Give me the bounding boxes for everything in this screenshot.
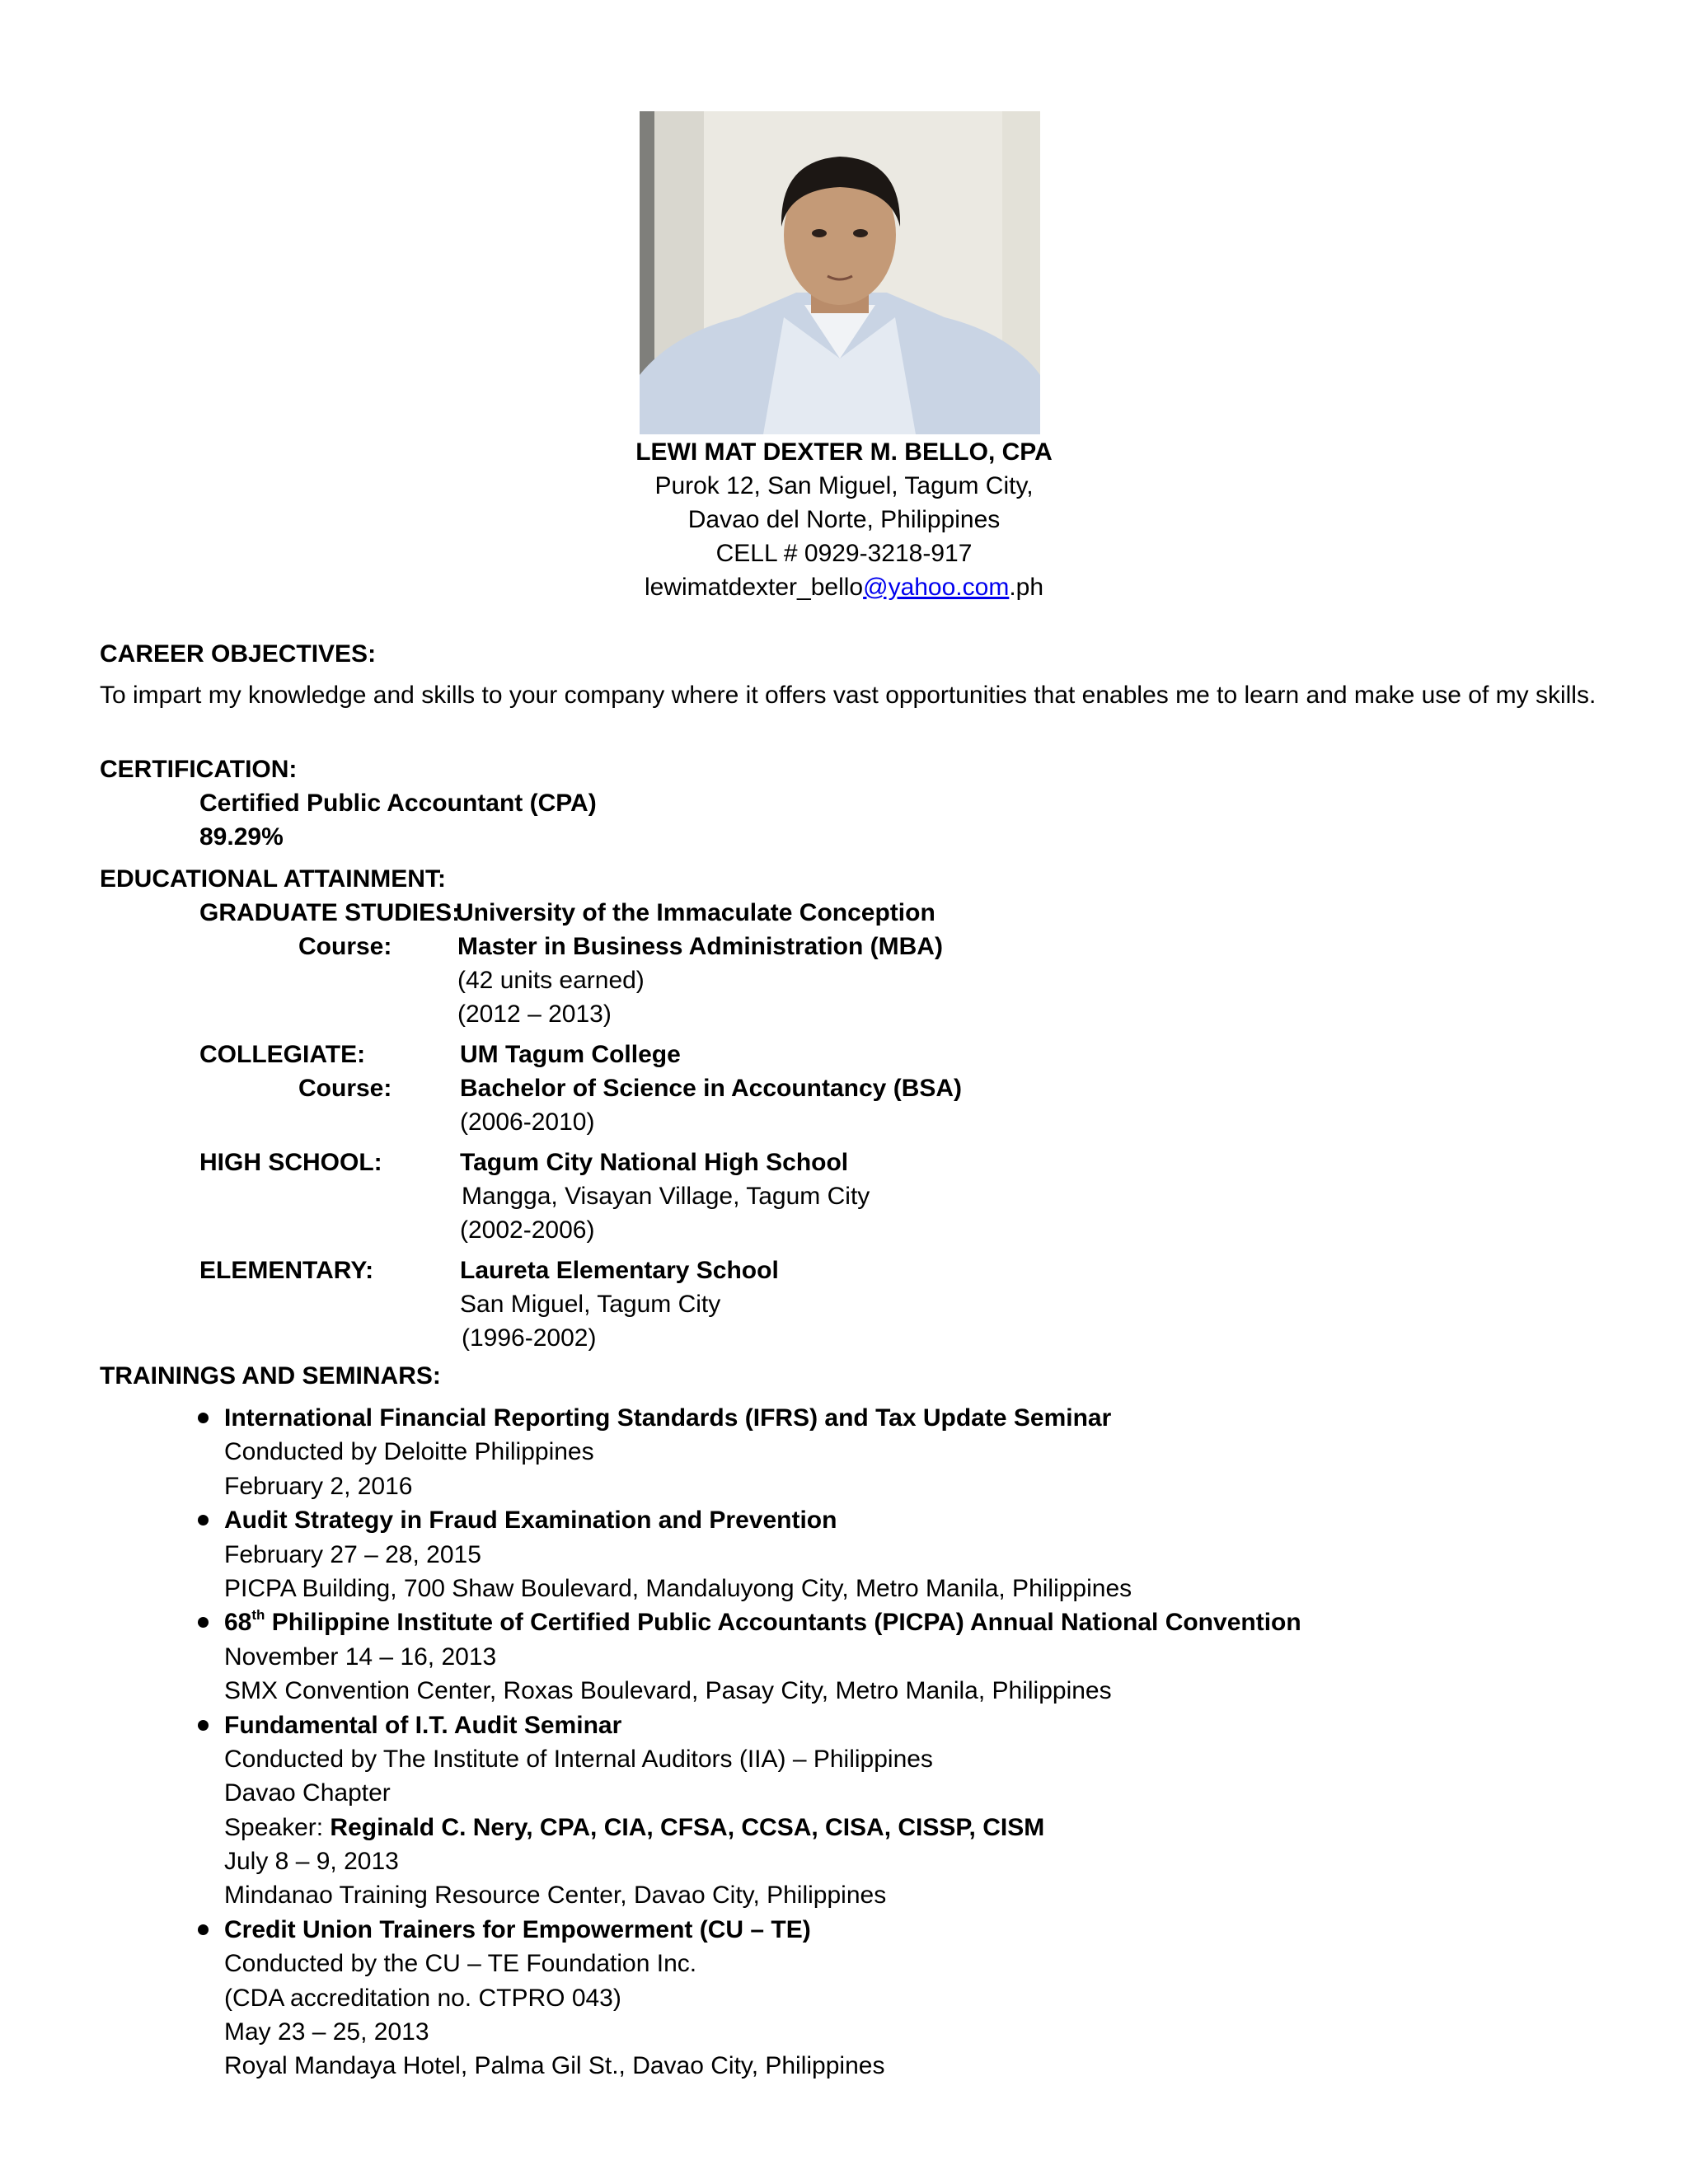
bullet-icon (198, 1515, 209, 1526)
ordinal-number: 68 (224, 1609, 252, 1637)
high-school-years: (2002-2006) (460, 1216, 595, 1244)
ordinal-suffix: th (251, 1607, 265, 1624)
bullet-icon (198, 1720, 209, 1731)
training-detail: Conducted by the CU – TE Foundation Inc. (224, 1950, 697, 1978)
training-detail: Conducted by Deloitte Philippines (224, 1438, 594, 1466)
elementary-school-name: Laureta Elementary School (460, 1257, 779, 1284)
high-school-name: Tagum City National High School (460, 1149, 849, 1176)
training-speaker (224, 1811, 1301, 1844)
collegiate-school: UM Tagum College (460, 1041, 681, 1068)
training-title: International Financial Reporting Standards (IFRS) and Tax Update Seminar (224, 1404, 1112, 1432)
graduate-units: (42 units earned) (457, 967, 645, 994)
email-prefix: lewimatdexter_bello (644, 574, 864, 601)
training-title: Fundamental of I.T. Audit Seminar (224, 1711, 622, 1739)
certification-rating: 89.29% (199, 823, 284, 851)
graduate-school: University of the Immaculate Conception (456, 899, 935, 926)
training-detail: Conducted by The Institute of Internal Auditors (IIA) – Philippines (224, 1745, 933, 1773)
contact-header (0, 435, 1688, 604)
training-detail: (CDA accreditation no. CTPRO 043) (224, 1984, 621, 2012)
training-item (195, 1503, 1301, 1605)
elementary-years: (1996-2002) (462, 1324, 597, 1352)
education-heading: EDUCATIONAL ATTAINMENT: (100, 865, 446, 893)
training-title (224, 1605, 1301, 1639)
collegiate-label: COLLEGIATE: (199, 1041, 366, 1068)
graduate-label: GRADUATE STUDIES: (199, 899, 461, 926)
training-item (195, 1605, 1301, 1708)
profile-photo (640, 111, 1040, 434)
bullet-icon (198, 1924, 209, 1935)
certification-heading: CERTIFICATION: (100, 756, 298, 783)
training-item (195, 1913, 1301, 2083)
collegiate-years: (2006-2010) (460, 1108, 595, 1136)
training-detail: February 2, 2016 (224, 1472, 413, 1500)
elementary-label: ELEMENTARY: (199, 1257, 374, 1284)
training-title-text: Philippine Institute of Certified Public Accountants (PICPA) Annual National Convention (271, 1609, 1301, 1637)
email-suffix: .ph (1009, 574, 1044, 601)
collegiate-course: Bachelor of Science in Accountancy (BSA) (460, 1075, 963, 1102)
high-school-address: Mangga, Visayan Village, Tagum City (462, 1183, 870, 1210)
training-item (195, 1708, 1301, 1913)
certification-block (199, 786, 597, 854)
training-detail: November 14 – 16, 2013 (224, 1643, 497, 1671)
training-detail: Royal Mandaya Hotel, Palma Gil St., Davao City, Philippines (224, 2052, 885, 2080)
address-line-2: Davao del Norte, Philippines (687, 506, 1001, 533)
speaker-name: Reginald C. Nery, CPA, CIA, CFSA, CCSA, CISA, CISSP, CISM (330, 1813, 1045, 1841)
training-detail: SMX Convention Center, Roxas Boulevard, Pasay City, Metro Manila, Philippines (224, 1677, 1112, 1705)
training-item (195, 1401, 1301, 1503)
bullet-icon (198, 1617, 209, 1628)
training-title: Credit Union Trainers for Empowerment (CU – TE) (224, 1915, 811, 1943)
training-detail: Mindanao Training Resource Center, Davao City, Philippines (224, 1882, 887, 1910)
training-detail: February 27 – 28, 2015 (224, 1540, 481, 1568)
training-detail: Davao Chapter (224, 1779, 391, 1807)
training-title: Audit Strategy in Fraud Examination and Prevention (224, 1507, 837, 1535)
certification-name: Certified Public Accountant (CPA) (199, 790, 597, 817)
candidate-name: LEWI MAT DEXTER M. BELLO, CPA (635, 438, 1053, 466)
email-address (0, 570, 1688, 604)
address-line-1: Purok 12, San Miguel, Tagum City, (654, 472, 1034, 499)
career-objectives-heading: CAREER OBJECTIVES: (100, 640, 377, 668)
training-detail: PICPA Building, 700 Shaw Boulevard, Mandaluyong City, Metro Manila, Philippines (224, 1574, 1132, 1602)
graduate-course-label: Course: (298, 933, 392, 960)
trainings-heading: TRAININGS AND SEMINARS: (100, 1362, 441, 1390)
collegiate-course-label: Course: (298, 1075, 392, 1102)
training-detail: July 8 – 9, 2013 (224, 1848, 399, 1876)
elementary-address: San Miguel, Tagum City (460, 1291, 721, 1318)
training-detail: May 23 – 25, 2013 (224, 2018, 429, 2046)
graduate-years: (2012 – 2013) (457, 1001, 612, 1028)
graduate-course: Master in Business Administration (MBA) (457, 933, 943, 960)
bullet-icon (198, 1413, 209, 1423)
career-objectives-text: To impart my knowledge and skills to your company where it offers vast opportunities that enables me to learn and make use of my skills. (100, 682, 1597, 709)
trainings-list (195, 1401, 1301, 2083)
email-link[interactable]: @yahoo.com (863, 574, 1010, 601)
high-school-label: HIGH SCHOOL: (199, 1149, 382, 1176)
speaker-label: Speaker: (224, 1813, 331, 1841)
cell-number: CELL # 0929-3218-917 (715, 540, 973, 567)
